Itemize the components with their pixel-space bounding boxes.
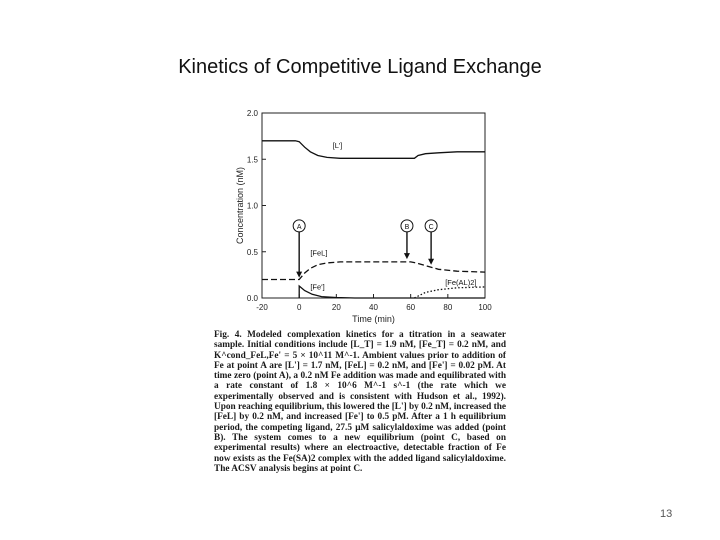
label-layer: [235, 141, 476, 324]
page-number: 13: [660, 508, 673, 520]
slide-title: Kinetics of Competitive Ligand Exchange: [178, 56, 542, 78]
y-tick-label: 0.5: [246, 247, 258, 257]
annotation-arrowhead-1: [404, 253, 410, 259]
x-tick-label: 20: [331, 303, 341, 312]
y-axis-label: Concentration (nM): [235, 166, 245, 245]
y-tick-label: 2.0: [246, 109, 258, 118]
annotation-arrowhead-2: [428, 259, 434, 265]
series-label-3: [Fe(AL)2]: [445, 278, 477, 288]
x-tick-label: 60: [406, 303, 416, 312]
series-layer: [262, 141, 485, 298]
annotation-label-2: C: [428, 223, 434, 231]
x-tick-label: 80: [443, 303, 453, 312]
x-tick-label: 40: [369, 303, 378, 312]
x-tick-label: -20: [256, 303, 268, 312]
series-line-0: [262, 141, 485, 159]
figure-caption: Fig. 4. Modeled complexation kinetics for a titration in a seawater sample. Initial conditions include [L_T] = 1.9 nM, [Fe_T] = 0.2 nM, and K^cond_FeL,Fe' = 5 × 10^11 M^-1. Ambient values prior to addition of Fe at point A are [L'] = 1.7 nM, [FeL] = 0.2 nM, and [Fe'] = 0.02 pM. At time zero (point A), a 0.2 nM Fe addition was made and equilibrated with a rate constant of 1.8 × 10^6 M^-1 s^-1 (the rate which we experimentally observed and is consistent with Hudson et al., 1992). Upon reaching equilibrium, this lowered the [L'] by 0.2 nM, increased the [FeL] by 0.2 nM, and increased [Fe'] to 0.5 pM. After a 1 h equilibrium period, the competing ligand, 27.5 μM salicylaldoxime was added (point B). The system comes to a new equilibrium (point C, based on experimental results) where an electroactive, detectable fraction of Fe now exists as the Fe(SA)2 complex with the added ligand salicylaldoxime. The ACSV analysis begins at point C.: [214, 330, 506, 474]
series-line-2: [299, 286, 485, 298]
series-label-0: [L']: [332, 141, 343, 151]
y-tick-label: 0.0: [246, 294, 258, 303]
series-line-3: [414, 287, 485, 298]
x-tick-label: 0: [296, 303, 302, 312]
series-label-2: [Fe']: [310, 282, 325, 292]
annotation-label-1: B: [404, 223, 410, 231]
x-axis-label: Time (min): [352, 314, 395, 324]
x-tick-label: 100: [478, 303, 492, 312]
series-line-1: [262, 262, 485, 280]
y-tick-label: 1.5: [246, 155, 258, 165]
y-tick-label: 1.0: [246, 201, 258, 211]
annotation-label-0: A: [296, 223, 302, 231]
series-label-1: [FeL]: [310, 248, 328, 258]
